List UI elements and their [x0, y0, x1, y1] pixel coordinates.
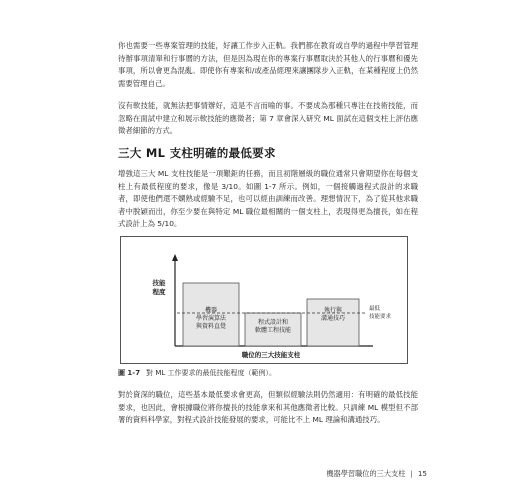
- body-paragraph-soft-skills: 沒有軟技能，就無法把事情辦好，這是不言而喻的事。不要成為那種只專注在技術技能，而忽略在面試中建立和展示軟技能的應徵者；第 7 章會深入研究 ML 面試在這個支柱上評估應徵者細節的方式。: [118, 101, 418, 136]
- minimum-label-line2: 技能要求: [369, 314, 392, 320]
- footer-separator: |: [410, 469, 413, 478]
- minimum-label-line1: 最低: [369, 306, 381, 312]
- page-number: 15: [417, 469, 427, 478]
- figure-number: 圖 1-7: [118, 369, 141, 377]
- y-axis-label-line2: 程度: [152, 288, 166, 296]
- bar-label-ml-line2: 學習演算法: [195, 315, 227, 322]
- y-axis-label-line1: 技能: [152, 279, 166, 287]
- body-paragraph-senior-roles: 對於資深的職位，這些基本最低要求會更高，但類似經驗法則仍然適用：有明確的最低技能要求，也因此，會根據職位將你擅長的技能拿來和其他應徵者比較。只訓練 ML 模型但不部署的資料科學家，對程式設計技能發展的要求，可能比不上 ML 理論和溝通技巧。: [118, 390, 418, 425]
- bar-label-programming-line2: 軟體工程技能: [254, 327, 292, 334]
- skill-diagram-svg: [121, 237, 407, 363]
- figure-caption: [118, 368, 276, 378]
- page-footer: [326, 469, 427, 479]
- bar-label-programming-line1: 程式設計和: [257, 319, 289, 326]
- bar-label-communication-line2: 溝通技巧: [320, 315, 346, 322]
- y-axis-arrow-icon: [172, 254, 178, 261]
- footer-section-title: 機器學習職位的三大支柱: [326, 469, 406, 478]
- section-heading: 三大 ML 支柱明確的最低要求: [118, 146, 276, 160]
- bar-label-communication-line1: 執行與: [323, 307, 343, 314]
- figure-caption-text: 對 ML 工作要求的最低技能程度（範例）。: [146, 369, 276, 377]
- bar-label-ml-line3: 與資料直覺: [195, 323, 227, 330]
- bar-label-ml-line1: 機器: [204, 307, 218, 314]
- figure-skill-pillars-diagram: [120, 236, 408, 364]
- body-paragraph-project-management: 你也需要一些專案管理的技能，好讓工作步入正軌。我們都在教育或自學的過程中學習管理待辦事項清單和行事曆的方法，但是因為現在你的專案行事曆取決於其他人的行事曆和優先事項，所以會更為混亂。即使你有專案和/或產品經理來讓團隊步入正軌，在某種程度上仍然需要管理自己。: [118, 41, 418, 88]
- x-axis-label: 職位的三大技能支柱: [241, 351, 301, 359]
- body-paragraph-minimum-requirements: 增強這三大 ML 支柱技能是一項艱鉅的任務，而且初階層級的職位通常只會期望你在每個支柱上有最低程度的要求，像是 3/10。如圖 1-7 所示。例如，一個接觸過程式設計的求職者，即使他們還不嫻熟或經驗不足，也可以經由訓練而改善。理想情況下，為了從其他求職者中脫穎而出，你至少要在與特定 ML 職位最相關的一個支柱上，表現得更為擅長，如在程式設計上為 5/10。: [118, 169, 418, 229]
